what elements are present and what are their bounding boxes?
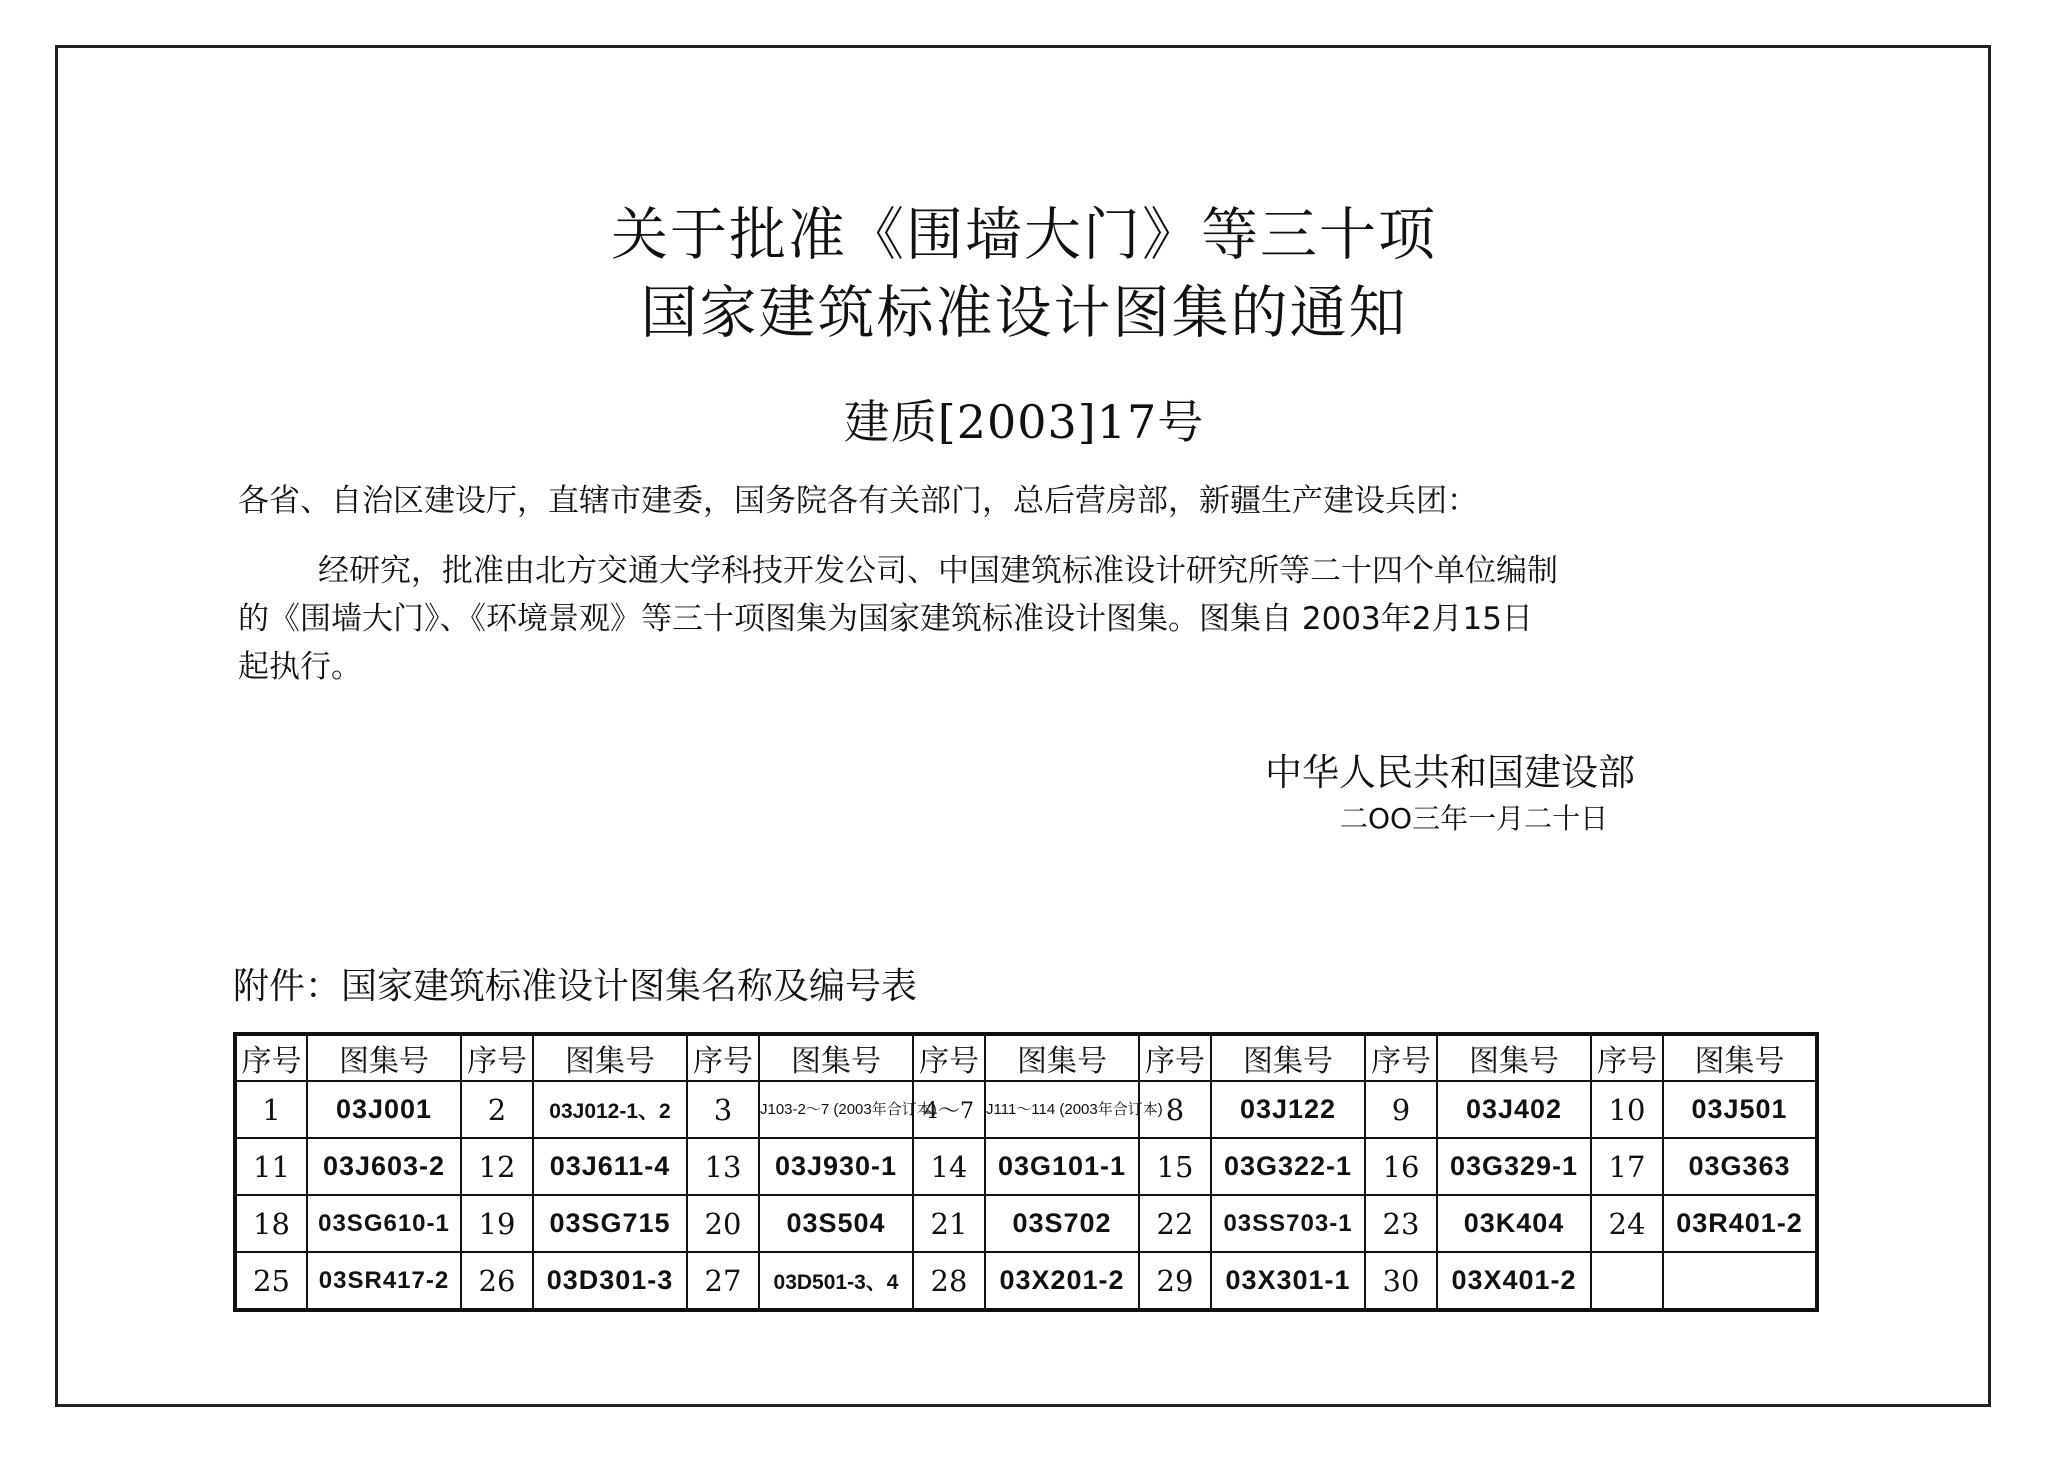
atlas-code-cell: 03J001 — [307, 1081, 461, 1138]
header-serial-no: 序号 — [1139, 1034, 1211, 1081]
table-row — [235, 1252, 1817, 1310]
atlas-code-cell: 03SG610-1 — [307, 1195, 461, 1252]
header-serial-no: 序号 — [461, 1034, 533, 1081]
atlas-code-cell: 03J122 — [1211, 1081, 1365, 1138]
serial-no-cell: 12 — [461, 1138, 533, 1195]
serial-no-cell: 17 — [1591, 1138, 1663, 1195]
serial-no-cell: 22 — [1139, 1195, 1211, 1252]
atlas-code-cell: 03SS703-1 — [1211, 1195, 1365, 1252]
table-row — [235, 1195, 1817, 1252]
atlas-code-cell: 03G363 — [1663, 1138, 1817, 1195]
serial-no-cell: 15 — [1139, 1138, 1211, 1195]
serial-no-cell: 30 — [1365, 1252, 1437, 1310]
atlas-code-cell: 03X401-2 — [1437, 1252, 1591, 1310]
header-atlas-code: 图集号 — [533, 1034, 687, 1081]
serial-no-cell: 28 — [913, 1252, 985, 1310]
issue-date: 二OO三年一月二十日 — [1340, 802, 1609, 835]
atlas-code-cell: 03J930-1 — [759, 1138, 913, 1195]
atlas-code-cell: 03J012-1、2 — [533, 1081, 687, 1138]
atlas-index-table — [233, 1032, 1819, 1312]
serial-no-cell: 14 — [913, 1138, 985, 1195]
atlas-code-cell: 03S702 — [985, 1195, 1139, 1252]
serial-no-cell: 29 — [1139, 1252, 1211, 1310]
atlas-code-cell: 03G101-1 — [985, 1138, 1139, 1195]
serial-no-cell: 20 — [687, 1195, 759, 1252]
serial-no-cell: 27 — [687, 1252, 759, 1310]
serial-no-cell: 25 — [235, 1252, 307, 1310]
serial-no-cell: 24 — [1591, 1195, 1663, 1252]
atlas-code-cell: 03K404 — [1437, 1195, 1591, 1252]
body-text-line-1: 经研究，批准由北方交通大学科技开发公司、中国建筑标准设计研究所等二十四个单位编制 — [318, 553, 1558, 589]
header-atlas-code: 图集号 — [1211, 1034, 1365, 1081]
atlas-code-cell: 03D301-3 — [533, 1252, 687, 1310]
notice-title-line-1: 关于批准《围墙大门》等三十项 — [611, 202, 1437, 268]
serial-no-cell: 9 — [1365, 1081, 1437, 1138]
notice-title-line-2: 国家建筑标准设计图集的通知 — [640, 280, 1408, 346]
atlas-code-cell: 03G329-1 — [1437, 1138, 1591, 1195]
header-serial-no: 序号 — [1365, 1034, 1437, 1081]
header-atlas-code: 图集号 — [1663, 1034, 1817, 1081]
atlas-code-cell: 03SG715 — [533, 1195, 687, 1252]
serial-no-cell: 4～7 — [913, 1081, 985, 1138]
body-text-line-2: 的《围墙大门》、《环境景观》等三十项图集为国家建筑标准设计图集。图集自 2003年2月15日 — [238, 601, 1533, 637]
serial-no-cell: 16 — [1365, 1138, 1437, 1195]
header-atlas-code: 图集号 — [759, 1034, 913, 1081]
serial-no-cell: 2 — [461, 1081, 533, 1138]
serial-no-cell: 21 — [913, 1195, 985, 1252]
serial-no-cell: 8 — [1139, 1081, 1211, 1138]
document-number: 建质[2003]17号 — [843, 395, 1205, 449]
serial-no-cell: 26 — [461, 1252, 533, 1310]
atlas-code-cell: 03X301-1 — [1211, 1252, 1365, 1310]
table-header-row — [235, 1034, 1817, 1081]
atlas-code-cell: 03R401-2 — [1663, 1195, 1817, 1252]
atlas-code-cell: 03G322-1 — [1211, 1138, 1365, 1195]
serial-no-cell: 10 — [1591, 1081, 1663, 1138]
atlas-code-cell: 03J501 — [1663, 1081, 1817, 1138]
body-text-line-3: 起执行。 — [238, 649, 362, 685]
atlas-code-cell: 03J611-4 — [533, 1138, 687, 1195]
atlas-code-cell: 03D501-3、4 — [759, 1252, 913, 1310]
header-atlas-code: 图集号 — [307, 1034, 461, 1081]
serial-no-cell: 3 — [687, 1081, 759, 1138]
serial-no-cell: 18 — [235, 1195, 307, 1252]
issuing-authority: 中华人民共和国建设部 — [1265, 751, 1635, 794]
table-row — [235, 1081, 1817, 1138]
atlas-code-cell: J103-2～7 (2003年合订本) — [759, 1081, 913, 1138]
addressee-line: 各省、自治区建设厅，直辖市建委，国务院各有关部门，总后营房部，新疆生产建设兵团： — [238, 483, 1478, 519]
serial-no-cell — [1591, 1252, 1663, 1310]
header-serial-no: 序号 — [235, 1034, 307, 1081]
atlas-code-cell: J111～114 (2003年合订本) — [985, 1081, 1139, 1138]
atlas-code-cell: 03S504 — [759, 1195, 913, 1252]
header-atlas-code: 图集号 — [1437, 1034, 1591, 1081]
header-serial-no: 序号 — [1591, 1034, 1663, 1081]
serial-no-cell: 11 — [235, 1138, 307, 1195]
atlas-code-cell: 03SR417-2 — [307, 1252, 461, 1310]
atlas-code-cell: 03X201-2 — [985, 1252, 1139, 1310]
table-row — [235, 1138, 1817, 1195]
serial-no-cell: 13 — [687, 1138, 759, 1195]
atlas-code-cell — [1663, 1252, 1817, 1310]
atlas-code-cell: 03J603-2 — [307, 1138, 461, 1195]
attachment-title: 附件：国家建筑标准设计图集名称及编号表 — [233, 966, 918, 1007]
atlas-code-cell: 03J402 — [1437, 1081, 1591, 1138]
header-serial-no: 序号 — [913, 1034, 985, 1081]
header-serial-no: 序号 — [687, 1034, 759, 1081]
header-atlas-code: 图集号 — [985, 1034, 1139, 1081]
serial-no-cell: 1 — [235, 1081, 307, 1138]
serial-no-cell: 23 — [1365, 1195, 1437, 1252]
serial-no-cell: 19 — [461, 1195, 533, 1252]
